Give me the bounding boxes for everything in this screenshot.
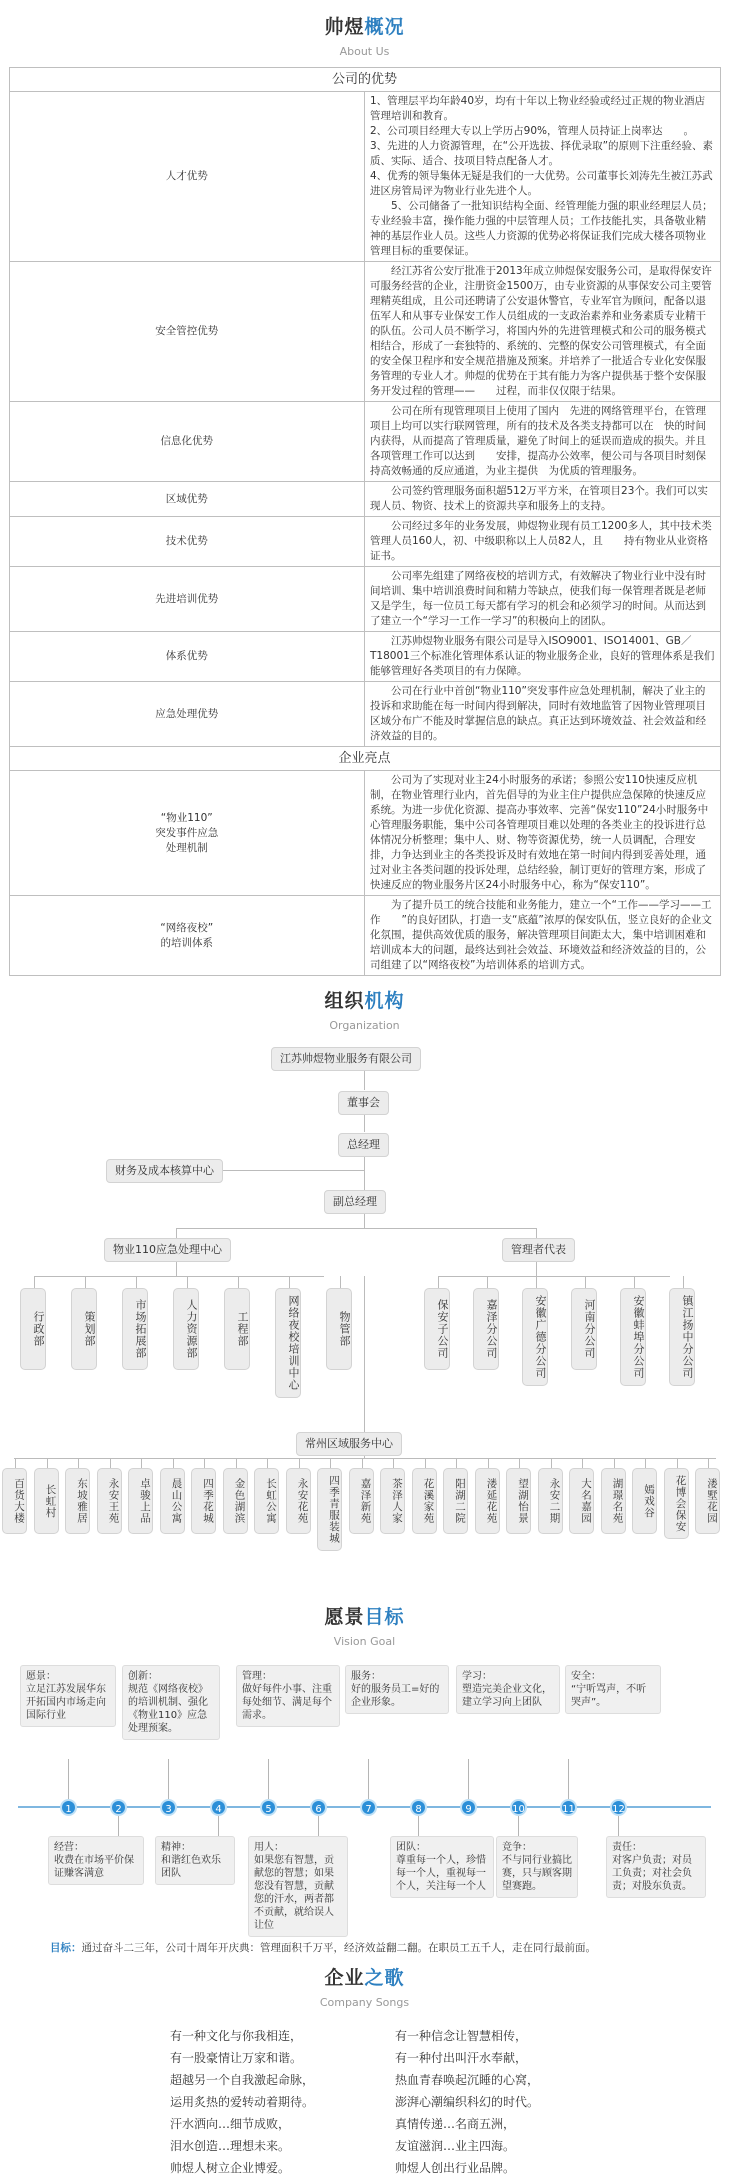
row-label: 体系优势 — [9, 632, 365, 682]
vision-card-bottom-8: 团队： 尊重每一个人，珍惜每一个人，重视每一个人，关注每一个人 — [390, 1836, 494, 1898]
vision-card-top-1: 愿景： 立足江苏发展华东开拓国内市场走向国际行业 — [20, 1665, 116, 1727]
about-subtitle: About Us — [339, 44, 390, 58]
row-text: 为了提升员工的统合技能和业务能力，建立一个“工作——学习——工作 ”的良好团队，打造一支“底蕴”浓厚的保安队伍，竖立良好的企业文化氛围，提供高效优质的服务，解决管理项目间距太大，集中培训困难和培训成本大的问题，最终达到社会效益、环境效益和经济效益的目的，公司组建了以“网络夜校”为培训体系的培训方式。 — [365, 896, 721, 976]
table-row — [9, 682, 720, 747]
org-project-1: 长虹村 — [34, 1468, 59, 1534]
row-text: 经江苏省公安厅批准于2013年成立帅煜保安服务公司，是取得保安许可服务经营的企业，注册资金1500万，由专业资源的从事保安公司主要管理精英组成，且公司还聘请了公安退休警官，专业军官为顾问，配备以退伍军人和从事专业保安工作人员组成的一支政治素养和业务素质专业精干的队伍。公司人员不断学习，将国内外的先进管理模式和公司的服务模式相结合，形成了一套独特的、系统的、完整的保安公司管理模式，有全面的安全保卫程序和安全规范措施及预案。并培养了一批适合专业化安保服务管理的专业人才。帅煜的优势在于其有能力为客户提供基于整个安保服务开发过程的管理—— 过程，而非仅仅限于结果。 — [365, 262, 721, 402]
row-label: 人才优势 — [9, 92, 365, 262]
table-row — [9, 262, 720, 402]
song-line-left-2: 超越另一个自我激起命脉， — [170, 2072, 315, 2087]
row-label: “物业110” 突发事件应急 处理机制 — [9, 771, 365, 896]
org-project-4: 卓骏上品 — [128, 1468, 153, 1534]
songs-title-b: 之歌 — [364, 1967, 405, 1990]
org-project-8: 长虹公寓 — [254, 1468, 279, 1534]
org-dept-5: 网络夜校培训中心 — [275, 1288, 301, 1398]
vision-card-bottom-12: 责任： 对客户负责；对员工负责；对社会负责；对股东负责。 — [606, 1836, 706, 1898]
org-sub-0: 保安子公司 — [424, 1288, 450, 1370]
org-chart — [0, 1040, 729, 1600]
row-text: 公司经过多年的业务发展，帅煜物业现有员工1200多人，其中技术类管理人员160人，初、中级职称以上人员82人，且 持有物业从业资格证书。 — [365, 517, 721, 567]
timeline-marker-7: 7 — [360, 1799, 377, 1816]
org-title-a: 组织 — [324, 990, 365, 1013]
org-dept-0: 行政部 — [20, 1288, 46, 1370]
row-label: 信息化优势 — [9, 402, 365, 482]
song-line-right-5: 友谊滋润…业主四海。 — [395, 2138, 516, 2153]
timeline-marker-11: 11 — [560, 1799, 577, 1816]
org-title-b: 机构 — [364, 990, 405, 1013]
vision-card-top-5: 管理： 做好每件小事、注重每处细节、满足每个需求。 — [236, 1665, 340, 1727]
org-sub-1: 嘉泽分公司 — [473, 1288, 499, 1370]
org-subtitle: Organization — [329, 1019, 400, 1033]
table-row — [9, 517, 720, 567]
org-project-12: 茶泽人家 — [380, 1468, 405, 1534]
org-center110: 物业110应急处理中心 — [104, 1238, 231, 1262]
about-title-a: 帅煜 — [324, 16, 365, 38]
org-section-title — [0, 976, 729, 1033]
timeline-marker-5: 5 — [260, 1799, 277, 1816]
song-line-right-3: 澎湃心潮编织科幻的时代。 — [395, 2094, 540, 2109]
timeline-marker-1: 1 — [60, 1799, 77, 1816]
vision-title-b: 目标 — [364, 1605, 405, 1628]
vision-card-top-3: 创新： 规范《网络夜校》的培训机制、强化《物业110》应急处理预案。 — [122, 1665, 220, 1740]
vision-subtitle: Vision Goal — [333, 1634, 396, 1648]
row-text: 公司在所有现管理项目上使用了国内 先进的网络管理平台，在管理项目上均可以实行联网管理，所有的技术及各类支持都可以在 快的时间内获得，从而提高了管理质量，避免了时间上的延误而造成的损失。并且各项管理工作可以达到 安排，提高办公效率，便公司与各项目时刻保持高效畅通的反应通道，为业主提供 为优质的管理服务。 — [365, 402, 721, 482]
org-project-16: 望湖怡景 — [506, 1468, 531, 1534]
table-header: 公司的优势 — [9, 68, 720, 92]
org-rep: 管理者代表 — [502, 1238, 575, 1262]
org-project-14: 阳湖二院 — [443, 1468, 468, 1534]
song-line-right-4: 真情传递…名商五洲， — [395, 2116, 516, 2131]
table-row — [9, 771, 720, 896]
song-line-left-0: 有一种文化与你我相连， — [170, 2028, 303, 2043]
row-label: 技术优势 — [9, 517, 365, 567]
advantages-table — [9, 67, 721, 976]
org-project-15: 溇延花苑 — [475, 1468, 500, 1534]
row-text: 公司签约管理服务面积超512万平方米，在管项目23个。我们可以实现人员、物资、技术上的资源共享和服务上的支持。 — [365, 482, 721, 517]
vision-section-title — [0, 1600, 729, 1649]
org-project-5: 晨山公寓 — [160, 1468, 185, 1534]
org-sub-2: 安徽广德分公司 — [522, 1288, 548, 1386]
song-line-right-1: 有一种付出叫汗水奉献， — [395, 2050, 528, 2065]
song-line-right-0: 有一种信念让智慧相传， — [395, 2028, 528, 2043]
org-company: 江苏帅煜物业服务有限公司 — [271, 1047, 421, 1071]
songs-title-a: 企业 — [324, 1967, 365, 1990]
org-sub-4: 安徽蚌埠分公司 — [620, 1288, 646, 1386]
org-dept-1: 策划部 — [71, 1288, 97, 1370]
org-project-19: 湖璟名苑 — [601, 1468, 626, 1534]
songs-section-title — [0, 1959, 729, 2010]
table-row — [9, 482, 720, 517]
vision-card-top-11: 安全： “宁听骂声，不听哭声”。 — [565, 1665, 661, 1714]
vision-card-bottom-2: 经营： 收费在市场平价保证赚客满意 — [48, 1836, 144, 1885]
song-line-right-2: 热血青春唤起沉睡的心窝， — [395, 2072, 540, 2087]
org-project-7: 金色湖滨 — [223, 1468, 248, 1534]
row-text: 公司率先组建了网络夜校的培训方式，有效解决了物业行业中没有时间培训、集中培训浪费时间和精力等缺点，使我们每一保管理者既是老师又是学生，每一位员工每天都有学习的机会和必须学习的时间。从而达到了建立一个“学习一工作一学习”的积极向上的团队。 — [365, 567, 721, 632]
org-dept-2: 市场拓展部 — [122, 1288, 148, 1370]
org-project-17: 永安二期 — [538, 1468, 563, 1534]
song-line-left-6: 帅煜人树立企业博爱。 — [170, 2160, 291, 2175]
org-dept-4: 工程部 — [224, 1288, 250, 1370]
org-board: 董事会 — [338, 1091, 389, 1115]
org-project-18: 大名嘉园 — [569, 1468, 594, 1534]
timeline-marker-10: 10 — [510, 1799, 527, 1816]
org-deputy: 副总经理 — [324, 1190, 386, 1214]
org-project-0: 百货大楼 — [2, 1468, 27, 1534]
row-label: 区域优势 — [9, 482, 365, 517]
timeline-marker-12: 12 — [610, 1799, 627, 1816]
vision-title-a: 愿景 — [324, 1605, 365, 1628]
vision-card-top-9: 学习： 塑造完美企业文化，建立学习向上团队 — [456, 1665, 560, 1714]
row-label: 安全管控优势 — [9, 262, 365, 402]
org-dept-3: 人力资源部 — [173, 1288, 199, 1370]
song-line-left-3: 运用炙热的爱转动着期待。 — [170, 2094, 315, 2109]
org-finance: 财务及成本核算中心 — [106, 1159, 223, 1183]
song-left-column — [170, 2025, 314, 2179]
song-line-right-6: 帅煜人创出行业品牌。 — [395, 2160, 516, 2175]
row-text: 1、管理层平均年龄40岁，均有十年以上物业经验或经过正规的物业酒店管理培训和教育。 2、公司项目经理大专以上学历占90%，管理人员持证上岗率达 。 3、先进的人力资源管理，在“公开选拔、择优录取”的原则下注重经验、素质、实际、适合、技项目特点配备人才。 4、优秀的领导集体无疑是我们的一大优势。公司董事长刘涛先生被江苏武进区房管局评为物业行业先进个人。 5、公司储备了一批知识结构全面、经管理能力强的职业经理层人员；专业经验丰富，操作能力强的中层管理人员；工作技能扎实，具备敬业精神的基层作业人员。这些人力资源的优势必将保证我们完成大楼各项物业管理目标的重要保证。 — [365, 92, 721, 262]
timeline-marker-4: 4 — [210, 1799, 227, 1816]
songs-subtitle: Company Songs — [319, 1996, 410, 2009]
table-row — [9, 567, 720, 632]
row-text: 公司为了实现对业主24小时服务的承诺；参照公安110快速反应机制，在物业管理行业内，首先倡导的为业主住户提供应急保障的快速反应系统。为进一步优化资源、提高办事效率、完善“保安110”24小时服务中心管理服务职能，集中公司各管理项目难以处理的各类业主的投诉进行总体情况分析整理；集中人、财、物等资源优势，统一人员调配，合理安排，力争达到业主的各类投诉及时有效地在第一时间内得到妥善处理，通过对业主各类问题的投诉处理，总结经验，制订更好的管理方案，形成了快速反应的物业服务片区24小时服务中心，称为“保安110”。 — [365, 771, 721, 896]
org-dept-6: 物管部 — [326, 1288, 352, 1370]
table-row — [9, 92, 720, 262]
org-project-22: 溇墅花园 — [695, 1468, 720, 1534]
table-row — [9, 402, 720, 482]
song-line-left-4: 汗水洒向…细节成败， — [170, 2116, 291, 2131]
org-project-6: 四季花城 — [191, 1468, 216, 1534]
org-project-11: 嘉泽新苑 — [349, 1468, 374, 1534]
row-label: “网络夜校” 的培训体系 — [9, 896, 365, 976]
org-region: 常州区域服务中心 — [296, 1432, 402, 1456]
org-project-10: 四季青服装城 — [317, 1468, 342, 1551]
table-row — [9, 632, 720, 682]
goal-statement — [50, 1941, 596, 1956]
row-label: 应急处理优势 — [9, 682, 365, 747]
vision-timeline — [0, 1649, 729, 1959]
vision-card-bottom-10: 竞争： 不与同行业搞比赛，只与顾客期望赛跑。 — [496, 1836, 578, 1898]
org-project-3: 永安王苑 — [97, 1468, 122, 1534]
song-line-left-1: 有一股豪情让万家和谐。 — [170, 2050, 303, 2065]
timeline-marker-2: 2 — [110, 1799, 127, 1816]
row-text: 公司在行业中首创“物业110”突发事件应急处理机制，解决了业主的投诉和求助能在每一时间内得到解决，同时有效地监管了因物业管理项目区域分布广不能及时掌握信息的缺点。真正达到环境效益、社会效益和经济效益的目的。 — [365, 682, 721, 747]
org-sub-5: 镇江扬中分公司 — [669, 1288, 695, 1386]
org-project-9: 永安花苑 — [286, 1468, 311, 1534]
org-project-20: 嫣戏谷 — [632, 1468, 657, 1534]
timeline-marker-6: 6 — [310, 1799, 327, 1816]
timeline-marker-3: 3 — [160, 1799, 177, 1816]
timeline-marker-9: 9 — [460, 1799, 477, 1816]
timeline-marker-8: 8 — [410, 1799, 427, 1816]
songs-lyrics — [0, 2011, 729, 2183]
goal-label: 目标： — [50, 1942, 82, 1955]
vision-card-bottom-6: 用人： 如果您有智慧，贡献您的智慧；如果您没有智慧，贡献您的汗水，两者都不贡献，就给误人让位 — [248, 1836, 348, 1937]
vision-card-top-7: 服务： 好的服务员工=好的企业形象。 — [345, 1665, 449, 1714]
song-line-left-5: 泪水创造…理想未来。 — [170, 2138, 291, 2153]
org-project-2: 东坡雅居 — [65, 1468, 90, 1534]
table-header: 企业亮点 — [9, 747, 720, 771]
vision-card-bottom-4: 精神： 和谐红色欢乐团队 — [155, 1836, 235, 1885]
about-title-b: 概况 — [364, 16, 405, 38]
org-project-13: 花溪家苑 — [412, 1468, 437, 1534]
org-gm: 总经理 — [338, 1133, 389, 1157]
row-label: 先进培训优势 — [9, 567, 365, 632]
org-sub-3: 河南分公司 — [571, 1288, 597, 1370]
about-section-title — [0, 0, 729, 59]
org-project-21: 花博会保安 — [664, 1468, 689, 1540]
row-text: 江苏帅煜物业服务有限公司是导入ISO9001、ISO14001、GB／T18001三个标准化管理体系认证的物业服务企业，良好的管理体系是我们能够管理好各类项目的有力保障。 — [365, 632, 721, 682]
song-right-column — [395, 2025, 539, 2179]
table-row — [9, 896, 720, 976]
goal-text: 通过奋斗二三年，公司十周年开庆典：管理面积千万平，经济效益翻二翻。在职员工五千人，走在同行最前面。 — [81, 1942, 596, 1955]
